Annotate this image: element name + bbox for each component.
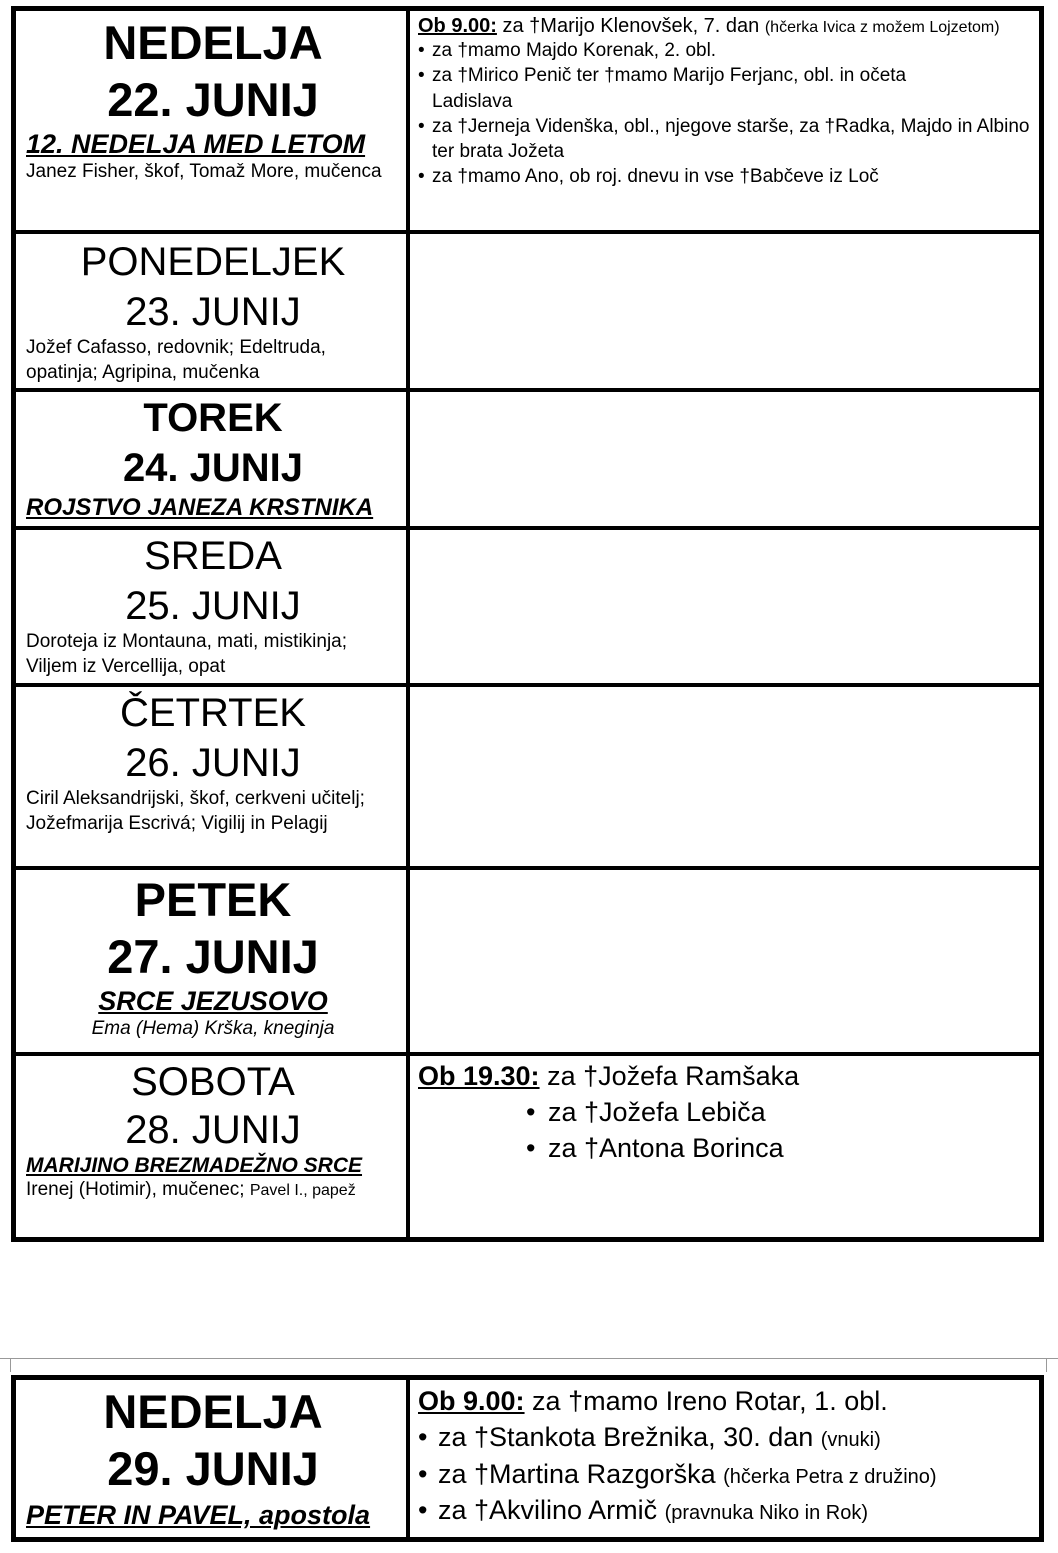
- mass-cell-empty: [410, 392, 1039, 526]
- day-name: PETEK: [134, 873, 292, 926]
- day-name: SOBOTA: [131, 1060, 295, 1104]
- intention-item: • za †Stankota Brežnika, 30. dan (vnuki): [418, 1419, 1031, 1455]
- day-cell: [16, 870, 410, 1052]
- day-name: PONEDELJEK: [80, 240, 346, 284]
- day-date: 29. JUNIJ: [107, 1442, 319, 1495]
- day-date: 25. JUNIJ: [125, 584, 301, 628]
- bullet-icon: •: [526, 1096, 536, 1127]
- saints-text: Ciril Aleksandrijski, škof, cerkveni učitelj; Jožefmarija Escrivá; Vigilij in Pelagij: [26, 788, 365, 834]
- day-row-tuesday-24: [16, 392, 1039, 530]
- bullet-icon: •: [418, 65, 425, 87]
- bullet-icon: •: [418, 115, 425, 137]
- day-date: 26. JUNIJ: [125, 741, 301, 785]
- mass-schedule-table: [11, 6, 1044, 1242]
- mass-first-line: [418, 1383, 1031, 1419]
- mass-schedule-table-next: [11, 1375, 1044, 1542]
- intention-item: • za †Martina Razgorška (hčerka Petra z družino): [418, 1456, 1031, 1492]
- bullet-icon: •: [418, 1422, 428, 1453]
- day-name: SREDA: [144, 534, 282, 578]
- page-break-line: [0, 1358, 1058, 1359]
- mass-note: (hčerka Ivica z možem Lojzetom): [764, 19, 1000, 36]
- bullet-icon: •: [418, 166, 425, 188]
- intention-item: • za †mamo Ano, ob roj. dnevu in vse †Babčeve iz Loč: [418, 164, 1031, 189]
- bullet-icon: •: [418, 1458, 428, 1489]
- intention-item: • za †Mirico Penič ter †mamo Marijo Ferjanc, obl. in očeta Ladislava: [418, 65, 907, 112]
- saints-text: Ema (Hema) Krška, kneginja: [91, 1018, 335, 1039]
- day-cell: [16, 234, 410, 388]
- day-name: NEDELJA: [103, 16, 323, 69]
- intention-item: • za †Jerneja Videnška, obl., njegove starše, za †Radka, Majdo in Albino ter brata Jožeta: [418, 115, 1030, 163]
- mass-cell-empty: [410, 687, 1039, 866]
- mass-cell: [410, 11, 1039, 230]
- mass-time: Ob 19.30:: [418, 1061, 540, 1091]
- saints-text: Doroteja iz Montauna, mati, mistikinja; Viljem iz Vercellija, opat: [26, 631, 348, 677]
- mass-time: Ob 9.00:: [418, 15, 497, 37]
- page-corner-mark: [1046, 1358, 1047, 1372]
- intention-item: • za †Antona Borinca: [418, 1131, 1031, 1167]
- feast-title: ROJSTVO JANEZA KRSTNIKA: [26, 494, 374, 521]
- day-date: 24. JUNIJ: [122, 446, 304, 490]
- day-cell: [16, 687, 410, 866]
- bullet-icon: •: [418, 40, 425, 61]
- day-name: NEDELJA: [103, 1385, 323, 1438]
- intention-item: • za †Akvilino Armič (pravnuka Niko in Rok): [418, 1492, 1031, 1528]
- day-row-wednesday-25: [16, 530, 1039, 687]
- mass-cell: [410, 1380, 1039, 1537]
- day-row-sunday-29: [16, 1380, 1039, 1537]
- feast-title: PETER IN PAVEL, apostola: [26, 1500, 371, 1530]
- mass-cell-empty: [410, 234, 1039, 388]
- mass-intention: za †Marijo Klenovšek, 7. dan: [496, 15, 765, 37]
- intention-item: • za †Jožefa Lebiča: [418, 1095, 1031, 1131]
- day-cell: [16, 1056, 410, 1237]
- mass-cell-empty: [410, 870, 1039, 1052]
- saints-text: Janez Fisher, škof, Tomaž More, mučenca: [26, 161, 382, 182]
- mass-cell-empty: [410, 530, 1039, 683]
- day-date: 27. JUNIJ: [107, 930, 319, 983]
- saints-text: Jožef Cafasso, redovnik; Edeltruda, opatinja; Agripina, mučenka: [26, 337, 326, 383]
- day-row-sunday-22: [16, 11, 1039, 234]
- day-date: 28. JUNIJ: [125, 1108, 301, 1152]
- feast-title: MARIJINO BREZMADEŽNO SRCE: [26, 1154, 363, 1177]
- saints-text: Irenej (Hotimir), mučenec; Pavel I., papež: [26, 1179, 356, 1200]
- day-date: 23. JUNIJ: [125, 290, 301, 334]
- day-name: TOREK: [143, 396, 283, 440]
- day-row-thursday-26: [16, 687, 1039, 870]
- day-date: 22. JUNIJ: [107, 73, 319, 126]
- mass-time: Ob 9.00:: [418, 1386, 525, 1416]
- intention-item: • za †mamo Majdo Korenak, 2. obl.: [418, 38, 1031, 63]
- bullet-icon: •: [526, 1132, 536, 1163]
- mass-intention: za †Jožefa Ramšaka: [539, 1061, 800, 1091]
- day-row-saturday-28: [16, 1056, 1039, 1237]
- day-row-friday-27: [16, 870, 1039, 1056]
- bullet-icon: •: [418, 1495, 428, 1526]
- day-row-monday-23: [16, 234, 1039, 392]
- mass-first-line: [418, 14, 1031, 38]
- day-cell: [16, 530, 410, 683]
- mass-intention: za †mamo Ireno Rotar, 1. obl.: [524, 1386, 888, 1416]
- page-corner-mark: [10, 1358, 11, 1372]
- day-cell: [16, 392, 410, 526]
- mass-cell: [410, 1056, 1039, 1237]
- day-cell: [16, 11, 410, 230]
- mass-first-line: [418, 1059, 1031, 1095]
- feast-title: 12. NEDELJA MED LETOM: [26, 129, 366, 159]
- day-name: ČETRTEK: [120, 691, 306, 735]
- day-cell: [16, 1380, 410, 1537]
- feast-title: SRCE JEZUSOVO: [98, 986, 328, 1016]
